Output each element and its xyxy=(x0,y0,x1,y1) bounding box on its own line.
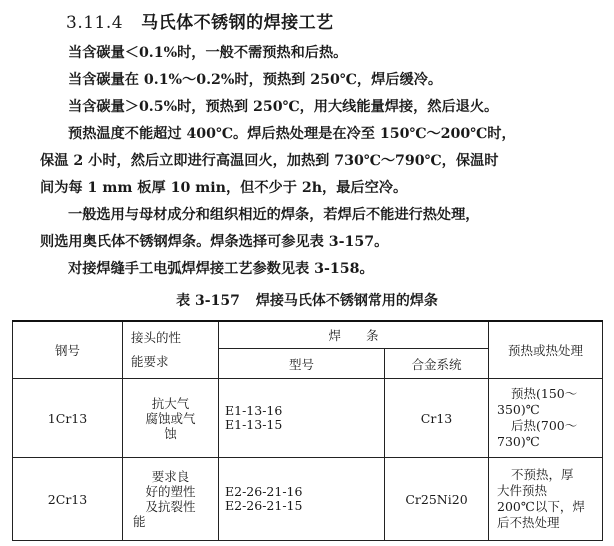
cell-alloy: Cr13 xyxy=(385,379,489,458)
cell-line: 要求良 xyxy=(151,469,190,484)
cell-line: 后热(700～ xyxy=(511,418,578,433)
cell-alloy: Cr25Ni20 xyxy=(385,458,489,541)
table-title: 焊接马氏体不锈钢常用的焊条 xyxy=(255,293,438,309)
paragraph: 对接焊缝手工电弧焊焊接工艺参数见表 3-158。 xyxy=(68,261,374,277)
header-type: 型号 xyxy=(219,349,385,379)
header-joint-property xyxy=(123,321,219,379)
paragraph: 当含碳量＜0.1%时，一般不需预热和后热。 xyxy=(68,45,348,61)
cell-line: 预热(150～ xyxy=(511,386,578,401)
section-title: 马氏体不锈钢的焊接工艺 xyxy=(141,13,334,33)
table-header-row xyxy=(13,321,603,349)
cell-heat xyxy=(489,458,603,541)
section-number: 3.11.4 xyxy=(66,13,124,33)
cell-steel: 1Cr13 xyxy=(13,379,123,458)
table-caption xyxy=(0,290,614,310)
cell-line: E1-13-16 xyxy=(225,403,283,418)
section-heading xyxy=(66,8,334,33)
cell-line: 大件预热 xyxy=(497,483,548,498)
paragraph: 一般选用与母材成分和组织相近的焊条，若焊后不能进行热处理， xyxy=(68,207,480,223)
body-text xyxy=(40,40,600,283)
cell-line: 能 xyxy=(133,514,146,529)
cell-line: 腐蚀或气 xyxy=(145,410,196,426)
table-row xyxy=(13,458,603,541)
paragraph: 预热温度不能超过 400℃。焊后热处理是在冷至 150℃～200℃时， xyxy=(68,126,516,142)
cell-line: 及抗裂性 xyxy=(145,499,196,514)
table-row xyxy=(13,379,603,458)
header-joint-line: 能要求 xyxy=(131,354,169,369)
cell-property xyxy=(123,379,219,458)
cell-types xyxy=(219,458,385,541)
cell-line: 730)℃ xyxy=(497,434,540,449)
cell-line: E2-26-21-16 xyxy=(225,484,303,499)
paragraph-continuation: 间为每 1 mm 板厚 10 min，但不少于 2h，最后空冷。 xyxy=(40,180,408,196)
paragraph: 当含碳量在 0.1%～0.2%时，预热到 250℃，焊后缓冷。 xyxy=(68,72,443,88)
cell-heat xyxy=(489,379,603,458)
cell-line: 200℃以下，焊 xyxy=(497,499,585,514)
table-number: 表 3-157 xyxy=(176,293,240,309)
header-heat-treatment: 预热或热处理 xyxy=(489,321,603,379)
header-joint-line: 接头的性 xyxy=(131,330,182,345)
cell-line: 不预热，厚 xyxy=(511,467,574,482)
paragraph-continuation: 保温 2 小时，然后立即进行高温回火，加热到 730℃～790℃，保温时 xyxy=(40,153,499,169)
cell-property xyxy=(123,458,219,541)
paragraph-continuation: 则选用奥氏体不锈钢焊条。焊条选择可参见表 3-157。 xyxy=(40,234,389,250)
header-steel: 钢号 xyxy=(13,321,123,379)
header-electrode: 焊 条 xyxy=(219,321,489,349)
cell-line: 蚀 xyxy=(164,425,177,441)
cell-line: E1-13-15 xyxy=(225,417,283,432)
cell-line: 抗大气 xyxy=(151,395,190,411)
electrode-table xyxy=(12,320,603,541)
cell-types xyxy=(219,379,385,458)
header-alloy: 合金系统 xyxy=(385,349,489,379)
paragraph: 当含碳量＞0.5%时，预热到 250℃，用大线能量焊接，然后退火。 xyxy=(68,99,499,115)
cell-steel: 2Cr13 xyxy=(13,458,123,541)
cell-line: 后不热处理 xyxy=(497,515,560,530)
cell-line: 350)℃ xyxy=(497,402,540,417)
cell-line: E2-26-21-15 xyxy=(225,498,303,513)
cell-line: 好的塑性 xyxy=(145,484,196,499)
